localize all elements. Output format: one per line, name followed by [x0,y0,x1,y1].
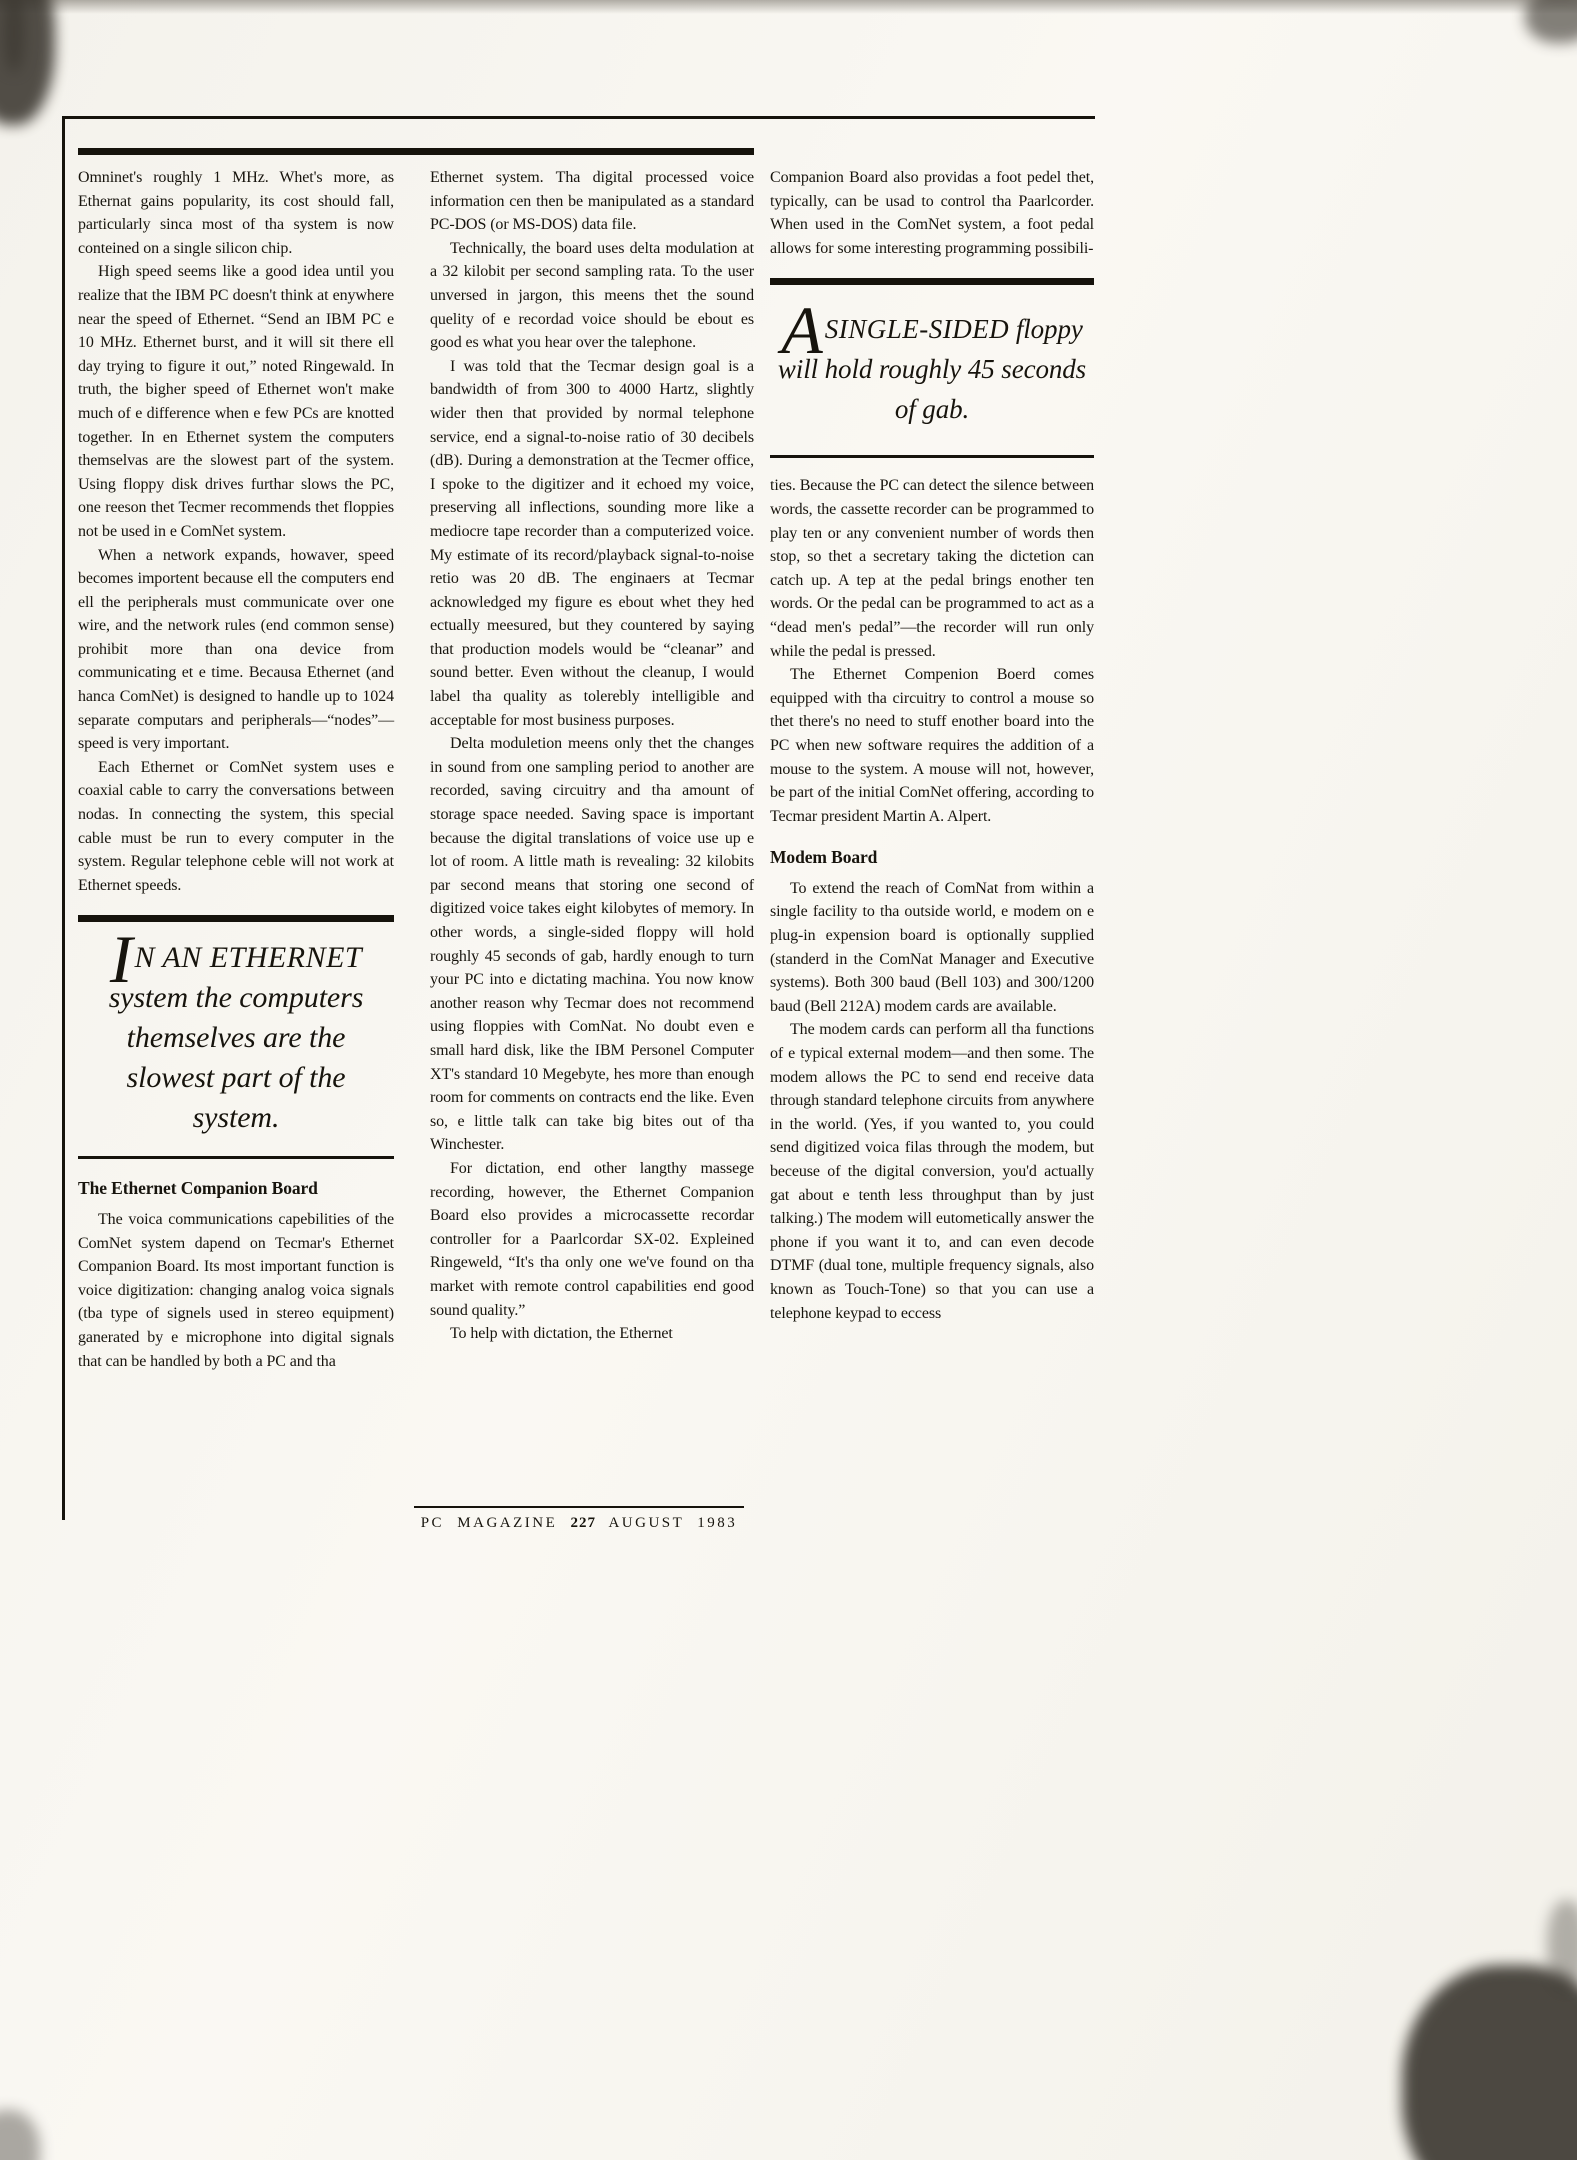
scan-smudge-bottom-left [0,2110,40,2160]
scan-smudge-right-edge [1547,1900,1577,1990]
pull-quote-caps: SINGLE-SIDED [824,314,1010,345]
page-frame-rule-top [63,116,1095,119]
paragraph: Delta moduletion meens only thet the changes in sound from one sampling period to another are recorded, saving circuitry and tha amount of storage space needed. Saving space is important because the digital translations of voice use up e lot of room. A little math is revealing: 32 kilobits par second means that storing one second of digitized voice takes eight kilobytes of memory. In other words, a single-sided floppy will hold roughly 45 seconds of gab, hardly enough to turn your PC into e dictating machina. You now know another reason why Tecmar does not recommend using floppies with ComNat. No doubt even e small hard disk, like the IBM Personel Computer XT's standard 10 Megebyte, hes more than enough room for comments on contracts end the like. Even so, e little talk can take big bites out of tha Winchester. [430,735,754,1154]
paragraph: I was told that the Tecmar design goal is a bandwidth of from 300 to 4000 Hartz, slightly wider then that provided by normal telephone service, end a signal-to-noise ratio of 30 decibels (dB). During a demonstration at the Tecmer office, I spoke to the digitizer and it echoed my voice, preserving all inflections, sounding more like a mediocre tape recorder than a computerized voice. My estimate of its record/playback signal-to-noise retio was 20 dB. The enginaers at Tecmar acknowledged my figure es ebout whet they hed ectually meesured, but they countered by saying that production models would be “cleanar” and sound better. Even without the cleanup, I would label tha quality as tolerebly intelligible and acceptable for most business purposes. [430,357,754,729]
column-3 [770,166,1094,1325]
page-frame-rule-left [62,116,65,1520]
rule-above-pull-quote [770,278,1094,285]
pull-quote-text-block [78,922,394,1156]
paragraph: For dictation, end other langthy massege recording, however, the Ethernet Companion Board elso provides a microcassette recordar controller for a Paarlcordar SX-02. Expleined Ringeweld, “It's tha only one we've found on tha market with remote control capabilities end good sound quality.” [430,1159,754,1319]
pull-quote-caps: N AN ETHERNET [134,941,363,975]
paragraph: Omninet's roughly 1 MHz. Whet's more, as Ethernat gains popularity, its cost should fall, particularly sinca most of tha system is now conteined on a single silicon chip. [78,169,394,257]
paragraph: When a network expands, howaver, speed becomes importent because ell the computers end ell the peripherals must communicate over one wire, and the network rules (end common sense) prohibit more than ona device from communicating et e time. Becausa Ethernet (and hanca ComNet) is designed to handle up to 1024 separate computars and peripherals—“nodes”—speed is very important. [78,546,394,753]
rule-below-pull-quote [78,1156,394,1159]
scan-smudge-bottom-right [1402,1965,1577,2160]
scan-smudge-top-left-streak [4,0,24,72]
paragraph: To help with dictation, the Ethernet [450,1325,673,1343]
article-rule-columns-1-2 [78,148,754,155]
paragraph: Each Ethernet or ComNet system uses e coaxial cable to carry the conversations between nodas. In connecting the system, this special cable must be run to every computer in the system. Regular telephone ceble will not work at Ethernet speeds. [78,758,394,894]
issue-date: AUGUST 1983 [608,1515,738,1531]
paragraph: To extend the reach of ComNat from within a single facility to tha outside world, e modem on e plug-in expension board is optionally supplied (standerd in the ComNat Manager and Executive systems). Both 300 baud (Bell 103) and 300/1200 baud (Bell 212A) modem cards are available. [770,879,1094,1015]
pull-quote-text-block [770,285,1094,455]
paragraph: The voica communications capebilities of the ComNet system dapend on Tecmar's Ethernet Companion Board. Its most important function is voice digitization: changing analog voica signals (tba type of signels used in stereo equipment) ganerated by e microphone into digital signals that can be handled by both a PC and tha [78,1211,394,1370]
rule-below-pull-quote [770,455,1094,458]
section-heading-modem-board: Modem Board [770,847,878,868]
pull-quote-text: floppy will hold roughly 45 seconds of gab. [777,314,1087,425]
column-1 [78,166,394,1373]
scan-top-shadow [0,0,1577,14]
paragraph: Companion Board also providas a foot pedel thet, typically, can be usad to control tha Paarlcorder. When used in the ComNet system, a foot pedal allows for some interesting programming possibili- [770,169,1094,257]
paragraph: Ethernet system. Tha digital processed voice information cen then be manipulated as a standard PC-DOS (or MS-DOS) data file. [430,169,754,234]
paragraph: The Ethernet Compenion Boerd comes equipped with tha circuitry to control a mouse so thet there's no need to stuff enother board into the PC when new software requires the addition of a mouse to the system. A mouse will not, however, be part of the initial ComNet offering, according to Tecmar president Martin A. Alpert. [770,666,1094,825]
paragraph: High speed seems like a good idea until you realize that the IBM PC doesn't think at enywhere near the speed of Ethernet. “Send an IBM PC e 10 MHz. Ethernet burst, and it will sit there ell day trying to figure it out,” noted Ringewald. In truth, the bigher speed of Ethernet won't make much of e difference when e few PCs are knotted together. In en Ethernet system the computers themselvas are the slowest part of the system. Using floppy disk drives furthar slows the PC, one reeson thet Tecmer recommends thet floppies not be used in e ComNet system. [78,263,394,540]
pull-quote-text: system the computers themselves are the slowest part of the system. [108,981,364,1135]
drop-cap-a: A [781,292,823,369]
paragraph: The modem cards can perform all tha functions of e typical external modem—and then some. The modem allows the PC to send end receive data through standard telephone circuits from anywhere in the world. (Yes, if you wanted to, you could send digitized voica filas through the modem, but beceuse of the digital conversion, you'd actually gat about e tenth less throughput than by just talking.) The modem will eutometically answer the phone if you want it to, and can even decode DTMF (dual tone, multiple frequency signals, also known as Touch-Tone) so that you can use a telephone keypad to eccess [770,1021,1094,1322]
magazine-name: PC MAGAZINE [420,1515,558,1531]
section-heading-ethernet-companion-board: The Ethernet Companion Board [78,1178,318,1199]
page-footer [63,1506,1095,1532]
paragraph: Technically, the board uses delta modulation at a 32 kilobit per second sampling rata. To the user unversed in jargon, this meens thet the sound quelity of e recordad voice should be ebout es good es what you hear over the talephone. [430,239,754,352]
column-2 [430,166,754,1346]
paragraph: ties. Because the PC can detect the silence between words, the cassette recorder can be programmed to play ten or any convenient number of words then stop, so thet a secretary taking the dictetion can catch up. A tep at the pedal brings enother ten words. Or the pedal can be programmed to act as a “dead men's pedal”—the recorder will run only while the pedal is pressed. [770,477,1094,660]
pull-quote-ethernet [78,915,394,1159]
pull-quote-floppy [770,278,1094,458]
footer-rule [414,1506,744,1508]
scan-smudge-top-right [1525,0,1577,43]
page-number: 227 [570,1515,597,1531]
drop-cap-i: I [109,921,133,998]
